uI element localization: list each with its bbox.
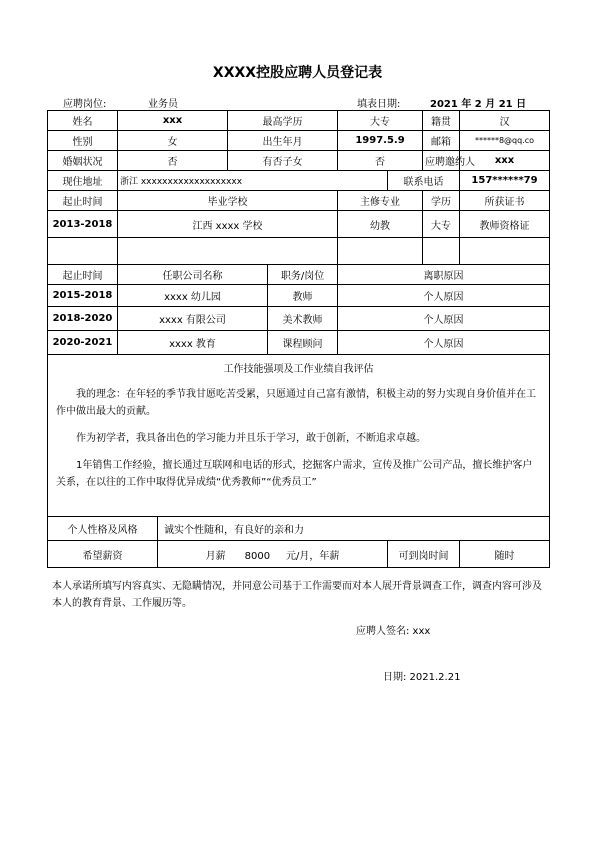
work-col-company: 任职公司名称 bbox=[118, 265, 268, 285]
personality-label: 个人性格及风格 bbox=[48, 517, 158, 541]
fill-date-label: 填表日期: bbox=[357, 99, 401, 110]
start-time-label: 可到岗时间 bbox=[388, 541, 460, 568]
self-evaluation-paragraph: 作为初学者，我具备出色的学习能力并且乐于学习，敢于创新，不断追求卓越。 bbox=[76, 433, 426, 444]
work-period: 2015-2018 bbox=[48, 285, 118, 307]
work-reason: 个人原因 bbox=[338, 285, 550, 307]
edu-col-major: 主修专业 bbox=[338, 191, 423, 211]
education-level-label: 最高学历 bbox=[228, 111, 338, 131]
origin-label: 籍贯 bbox=[423, 111, 460, 131]
salary-label: 希望薪资 bbox=[48, 541, 158, 568]
self-evaluation-paragraph: 1年销售工作经验，擅长通过互联网和电话的形式，挖掘客户需求，宣传及推广公司产品，擅长维护客户关系，在以往的工作中取得优异成绩“优秀教师”“优秀员工” bbox=[56, 460, 533, 488]
applicant-signature: 应聘人签名: xxx bbox=[356, 626, 431, 637]
work-company: xxxx 有限公司 bbox=[118, 307, 268, 331]
work-col-role: 职务/岗位 bbox=[268, 265, 338, 285]
salary-value: 月薪 8000 元/月，年薪 bbox=[158, 541, 388, 568]
position-label: 应聘岗位: bbox=[63, 99, 107, 110]
inviter-label: 应聘邀约人 bbox=[423, 151, 460, 171]
origin-value: 汉 bbox=[460, 111, 550, 131]
inviter-value: xxx bbox=[460, 151, 550, 171]
start-time-value: 随时 bbox=[460, 541, 550, 568]
fill-date-value: 2021 年 2 月 21 日 bbox=[430, 99, 527, 110]
edu-degree: 大专 bbox=[423, 211, 460, 238]
personality-value: 诚实个性随和，有良好的亲和力 bbox=[158, 517, 550, 541]
birth-label: 出生年月 bbox=[228, 131, 338, 151]
name-label: 姓名 bbox=[48, 111, 118, 131]
name-value: xxx bbox=[118, 111, 228, 131]
education-level-value: 大专 bbox=[338, 111, 423, 131]
marital-label: 婚姻状况 bbox=[48, 151, 118, 171]
signature-date: 日期: 2021.2.21 bbox=[383, 672, 461, 683]
marital-value: 否 bbox=[118, 151, 228, 171]
phone-label: 联系电话 bbox=[388, 171, 460, 191]
position-value: 业务员 bbox=[148, 99, 178, 110]
address-value: 浙江 xxxxxxxxxxxxxxxxxxx bbox=[118, 171, 388, 191]
edu-empty-cell bbox=[48, 238, 118, 265]
children-label: 有否子女 bbox=[228, 151, 338, 171]
edu-cert: 教师资格证 bbox=[460, 211, 550, 238]
edu-major: 幼教 bbox=[338, 211, 423, 238]
email-value: ******8@qq.co bbox=[460, 131, 550, 151]
edu-empty-cell bbox=[460, 238, 550, 265]
work-role: 教师 bbox=[268, 285, 338, 307]
email-label: 邮箱 bbox=[423, 131, 460, 151]
phone-value: 157******79 bbox=[460, 171, 550, 191]
work-role: 课程顾问 bbox=[268, 331, 338, 355]
edu-school: 江西 xxxx 学校 bbox=[118, 211, 338, 238]
edu-col-school: 毕业学校 bbox=[118, 191, 338, 211]
applicant-pledge: 本人承诺所填写内容真实、无隐瞒情况，并同意公司基于工作需要而对本人展开背景调查工作，调查内容可涉及本人的教育背景、工作履历等。 bbox=[52, 581, 542, 609]
work-reason: 个人原因 bbox=[338, 331, 550, 355]
edu-col-degree: 学历 bbox=[423, 191, 460, 211]
self-evaluation-heading: 工作技能强项及工作业绩自我评估 bbox=[223, 364, 374, 375]
work-role: 美术教师 bbox=[268, 307, 338, 331]
work-period: 2020-2021 bbox=[48, 331, 118, 355]
gender-value: 女 bbox=[118, 131, 228, 151]
self-evaluation-paragraph: 我的理念：在年轻的季节我甘愿吃苦受累，只愿通过自己富有激情，积极主动的努力实现自身价值并在工作中做出最大的贡献。 bbox=[56, 389, 536, 417]
gender-label: 性别 bbox=[48, 131, 118, 151]
address-label: 现住地址 bbox=[48, 171, 118, 191]
edu-period: 2013-2018 bbox=[48, 211, 118, 238]
self-evaluation-section bbox=[48, 355, 550, 517]
edu-col-period: 起止时间 bbox=[48, 191, 118, 211]
work-col-period: 起止时间 bbox=[48, 265, 118, 285]
edu-col-cert: 所获证书 bbox=[460, 191, 550, 211]
edu-empty-cell bbox=[118, 238, 338, 265]
work-period: 2018-2020 bbox=[48, 307, 118, 331]
birth-value: 1997.5.9 bbox=[338, 131, 423, 151]
children-value: 否 bbox=[338, 151, 423, 171]
work-col-reason: 离职原因 bbox=[338, 265, 550, 285]
form-title: XXXX控股应聘人员登记表 bbox=[212, 65, 383, 81]
work-company: xxxx 教育 bbox=[118, 331, 268, 355]
edu-empty-cell bbox=[423, 238, 460, 265]
registration-table bbox=[47, 110, 550, 568]
work-reason: 个人原因 bbox=[338, 307, 550, 331]
edu-empty-cell bbox=[338, 238, 423, 265]
work-company: xxxx 幼儿园 bbox=[118, 285, 268, 307]
